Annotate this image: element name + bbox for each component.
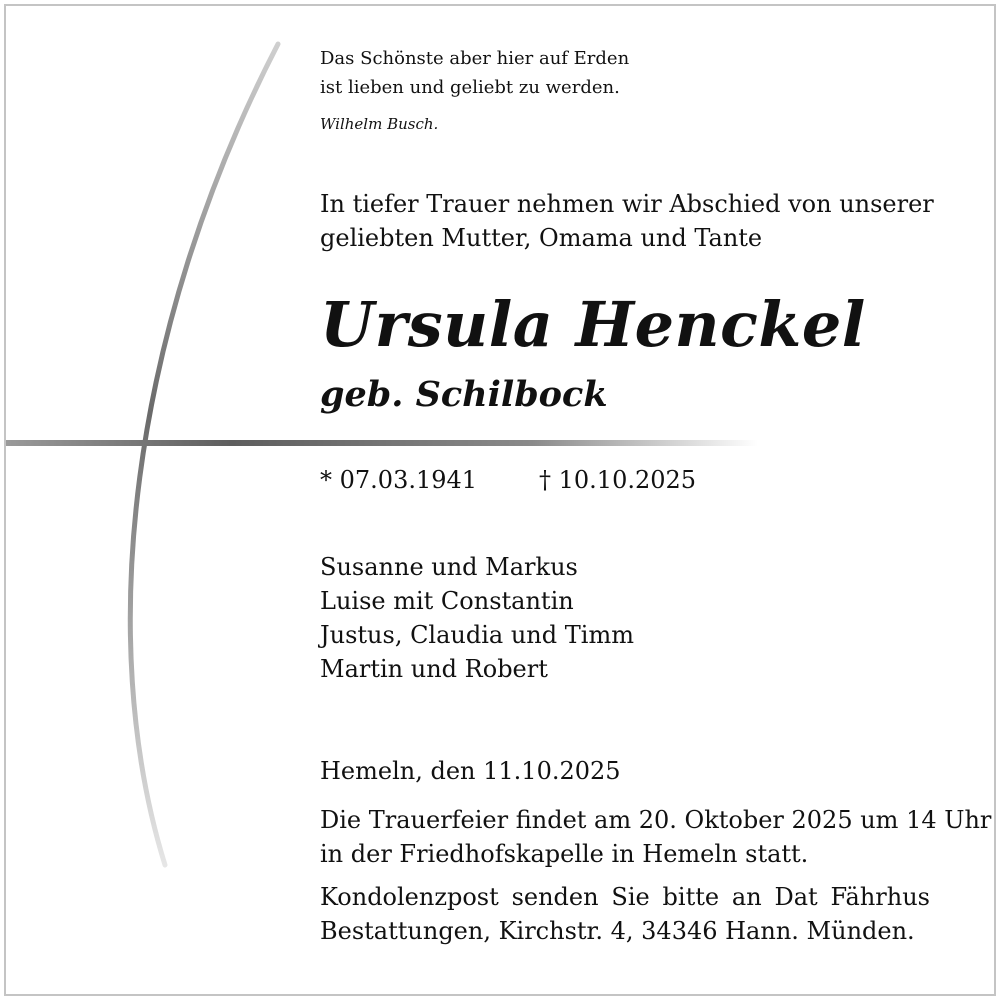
- family-item: Susanne und Markus: [320, 553, 578, 581]
- ceremony-line: in der Friedhofskapelle in Hemeln statt.: [320, 840, 809, 868]
- quote-line: ist lieben und geliebt zu werden.: [320, 77, 620, 98]
- family-item: Martin und Robert: [320, 655, 548, 683]
- death-date: † 10.10.2025: [539, 466, 697, 494]
- cross-bar: [6, 440, 758, 446]
- condolence-info: [320, 880, 930, 948]
- deceased-name: Ursula Henckel: [320, 288, 866, 361]
- family-item: Luise mit Constantin: [320, 587, 574, 615]
- birth-date: * 07.03.1941: [320, 466, 478, 494]
- intro-line: geliebten Mutter, Omama und Tante: [320, 224, 763, 252]
- place-date: Hemeln, den 11.10.2025: [320, 757, 621, 785]
- life-dates: [320, 466, 697, 494]
- quote-line: Das Schönste aber hier auf Erden: [320, 48, 630, 69]
- quote: [320, 44, 629, 102]
- family-item: Justus, Claudia und Timm: [320, 621, 634, 649]
- condolence-line: Bestattungen, Kirchstr. 4, 34346 Hann. Münden.: [320, 917, 915, 945]
- ceremony-line: Die Trauerfeier findet am 20. Oktober 2025 um 14 Uhr: [320, 806, 992, 834]
- family-list: [320, 550, 634, 686]
- birth-name: geb. Schilbock: [320, 374, 608, 415]
- intro-text: [320, 187, 934, 255]
- condolence-line: Kondolenzpost senden Sie bitte an Dat Fährhus: [320, 883, 930, 911]
- cross-arc: [130, 44, 278, 865]
- quote-author: Wilhelm Busch.: [320, 115, 439, 133]
- ceremony-info: [320, 803, 992, 871]
- intro-line: In tiefer Trauer nehmen wir Abschied von unserer: [320, 190, 934, 218]
